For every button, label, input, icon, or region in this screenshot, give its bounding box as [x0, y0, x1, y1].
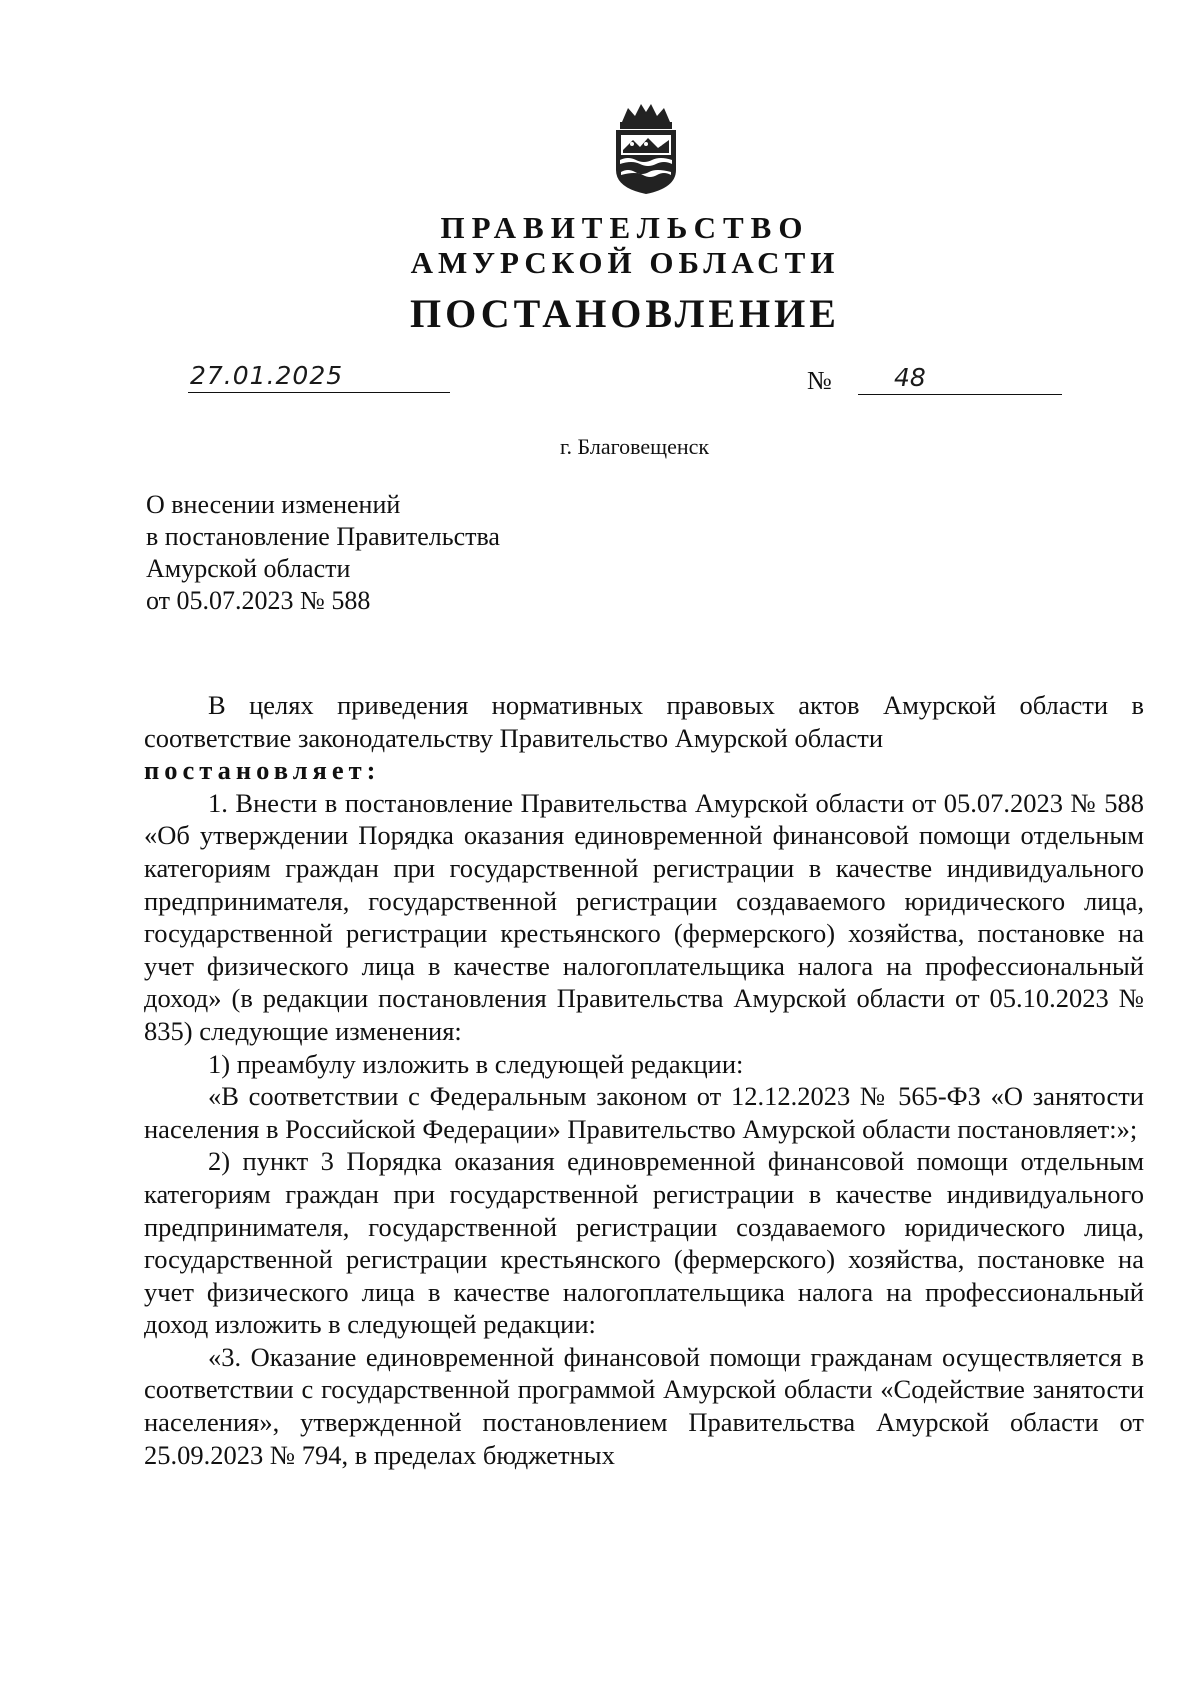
subject-line: в постановление Правительства — [146, 522, 500, 551]
subitem-2-paragraph: 2) пункт 3 Порядка оказания единовременной финансовой помощи отдельным категориям граждан при государственной регистрации в качестве индивидуального предпринимателя, государственной регистрации создаваемого юридического лица, государственной регистрации крестьянского (фермерского) хозяйства, постановке на учет физического лица в качестве налогоплательщика налога на профессиональный доход изложить в следующей редакции: — [144, 1146, 1144, 1340]
handwritten-date: 27.01.2025 — [190, 361, 344, 390]
document-subject — [146, 489, 500, 617]
decree-word: постановляет: — [144, 755, 381, 786]
document-body — [144, 689, 1144, 1471]
item-1-paragraph: 1. Внести в постановление Правительства Амурской области от 05.07.2023 № 588 «Об утверждении Порядка оказания единовременной финансовой помощи отдельным категориям граждан при государственной регистрации в качестве индивидуального предпринимателя, государственной регистрации создаваемого юридического лица, государственной регистрации крестьянского (фермерского) хозяйства, постановке на учет физического лица в качестве налогоплательщика налога на профессиональный доход» (в редакции постановления Правительства Амурской области от 05.10.2023 № 835) следующие изменения: — [144, 787, 1144, 1046]
subject-line: Амурской области — [146, 554, 351, 583]
subject-line: от 05.07.2023 № 588 — [146, 586, 371, 615]
number-sign: № — [807, 366, 832, 395]
org-name-line1: ПРАВИТЕЛЬСТВО — [440, 210, 810, 245]
coat-of-arms-icon — [608, 100, 684, 196]
subitem-1-quote: «В соответствии с Федеральным законом от 12.12.2023 № 565-ФЗ «О занятости населения в Российской Федерации» Правительство Амурской области постановляет:»; — [144, 1081, 1144, 1144]
city-name: г. Благовещенск — [560, 434, 710, 459]
subitem-2-quote: «3. Оказание единовременной финансовой помощи гражданам осуществляется в соответствии с государственной программой Амурской области «Содействие занятости населения», утвержденной постановлением Правительства Амурской области от 25.09.2023 № 794, в пределах бюджетных — [144, 1341, 1144, 1470]
subitem-1-paragraph: 1) преамбулу изложить в следующей редакции: — [208, 1048, 744, 1079]
preamble-paragraph: В целях приведения нормативных правовых актов Амурской области в соответствие законодательству Правительство Амурской области — [144, 690, 1144, 753]
org-name-line2: АМУРСКОЙ ОБЛАСТИ — [410, 245, 840, 280]
document-type-title: ПОСТАНОВЛЕНИЕ — [410, 291, 840, 336]
subject-line: О внесении изменений — [146, 490, 401, 519]
date-field — [188, 360, 450, 393]
number-field — [858, 362, 1062, 395]
handwritten-number: 48 — [894, 363, 926, 392]
